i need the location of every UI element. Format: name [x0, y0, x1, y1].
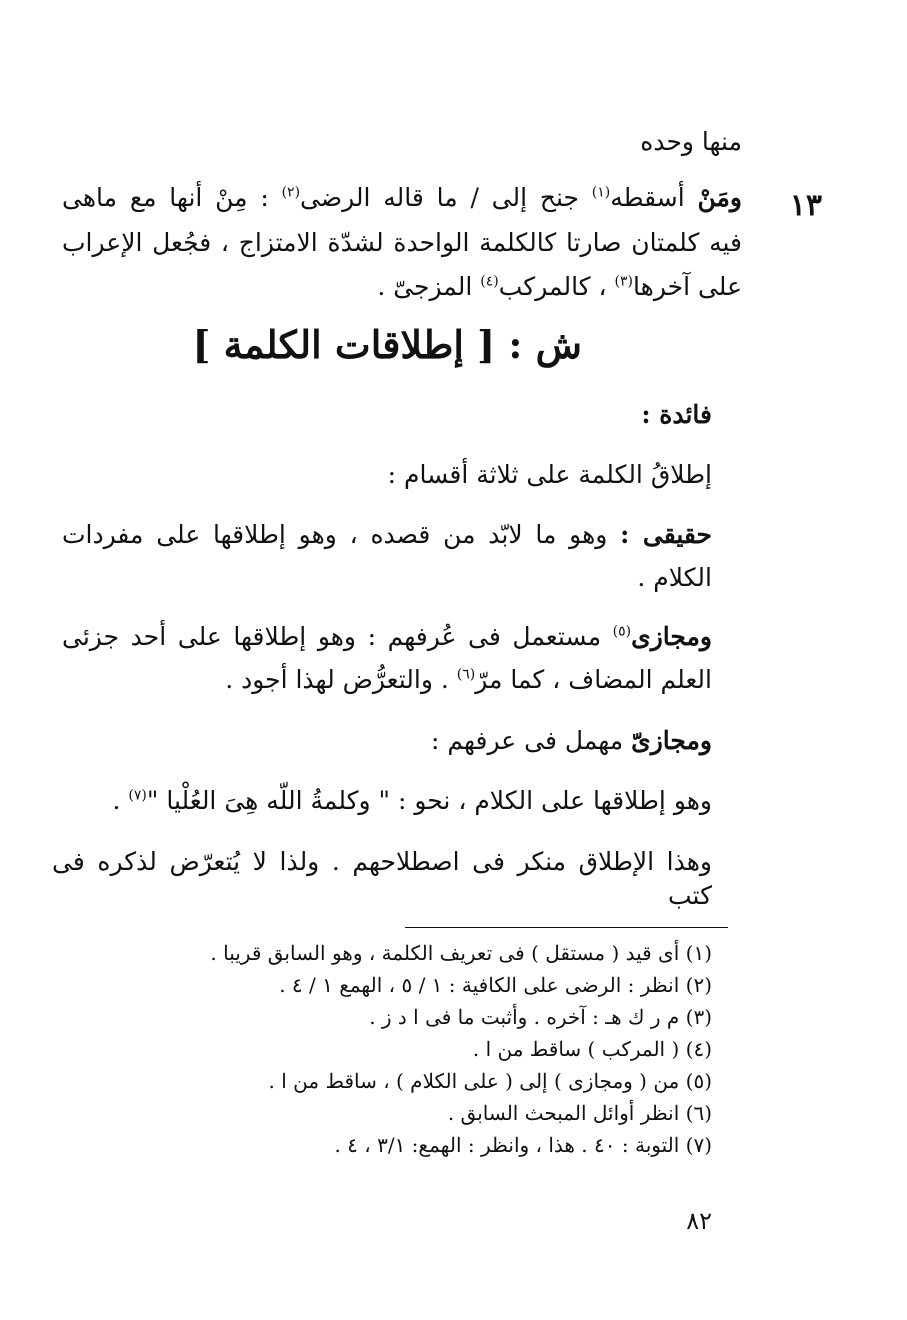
footnote-separator	[405, 927, 728, 928]
top-fragment: منها وحده	[640, 127, 742, 156]
footnote-4: (٤) ( المركب ) ساقط من ا .	[472, 1037, 712, 1061]
text: مستعمل فى عُرفهم : وهو إطلاقها على أحد جزئى	[62, 622, 613, 651]
text: مهمل فى عرفهم :	[431, 726, 632, 755]
footnote-ref: (٤)	[480, 273, 499, 290]
text: العلم المضاف ، كما مرّ	[475, 665, 712, 694]
para1-line2: فيه كلمتان صارتا كالكلمة الواحدة لشدّة الامتزاج ، فجُعل الإعراب	[62, 228, 742, 257]
margin-number: ١٣	[789, 188, 822, 223]
para1-line1	[62, 181, 742, 215]
footnote-6: (٦) انظر أوائل المبحث السابق .	[447, 1101, 712, 1125]
haqiqi-line1	[62, 518, 712, 552]
text: : مِنْ أنها مع ماهى	[62, 183, 282, 212]
footnote-ref: (٥)	[612, 623, 632, 640]
faida-label: فائدة :	[641, 400, 712, 429]
text: المزجىّ .	[377, 272, 481, 301]
footnote-3: (٣) م ر ك هـ : آخره . وأثبت ما فى ا د ز .	[369, 1005, 712, 1029]
footnote-1: (١) أى قيد ( مستقل ) فى تعريف الكلمة ، وهو السابق قريبا .	[210, 941, 712, 965]
bold-term: حقيقى :	[620, 520, 712, 549]
footnote-2: (٢) انظر : الرضى على الكافية : ١ / ٥ ، الهمع ١ / ٤ .	[279, 973, 712, 997]
text: أسقطه	[610, 183, 698, 212]
footnote-ref: (١)	[591, 184, 611, 201]
majazi2-line	[431, 724, 712, 758]
footnote-7: (٧) التوبة : ٤٠ . هذا ، وانظر : الهمع: ٣/١ ، ٤ .	[334, 1133, 712, 1157]
majazi1-line1	[62, 620, 712, 654]
footnote-ref: (٧)	[128, 787, 147, 804]
bold-word: ومَنْ	[697, 183, 742, 212]
text: جنح إلى / ما قاله الرضى	[300, 183, 592, 212]
last-line: وهذا الإطلاق منكر فى اصطلاحهم . ولذا لا يُتعرّض لذكره فى كتب	[52, 847, 712, 910]
text: وهو ما لابّد من قصده ، وهو إطلاقها على مفردات	[62, 520, 621, 549]
footnote-ref: (٦)	[456, 666, 476, 683]
majazi1-line2	[225, 663, 712, 697]
text: وهو إطلاقها على الكلام ، نحو : " وكلمةُ اللّه هِىَ العُلْيا "	[146, 786, 712, 815]
text: .	[112, 786, 129, 815]
bold-term: ومجازىّ	[631, 726, 712, 755]
para1-line3	[377, 270, 742, 304]
intro-line: إطلاقُ الكلمة على ثلاثة أقسام :	[387, 460, 712, 489]
footnote-ref: (٣)	[614, 273, 634, 290]
bold-term: ومجازى	[631, 622, 712, 651]
section-heading: ش : [ إطلاقات الكلمة ]	[192, 322, 582, 367]
example-line	[113, 784, 713, 818]
text: . والتعرُّض لهذا أجود .	[225, 665, 457, 694]
page-number: ٨٢	[686, 1207, 712, 1235]
footnote-ref: (٢)	[281, 184, 301, 201]
haqiqi-line2: الكلام .	[637, 563, 712, 592]
footnote-5: (٥) من ( ومجازى ) إلى ( على الكلام ) ، ساقط من ا .	[268, 1069, 712, 1093]
text: ، كالمركب	[498, 272, 615, 301]
text: على آخرها	[633, 272, 742, 301]
